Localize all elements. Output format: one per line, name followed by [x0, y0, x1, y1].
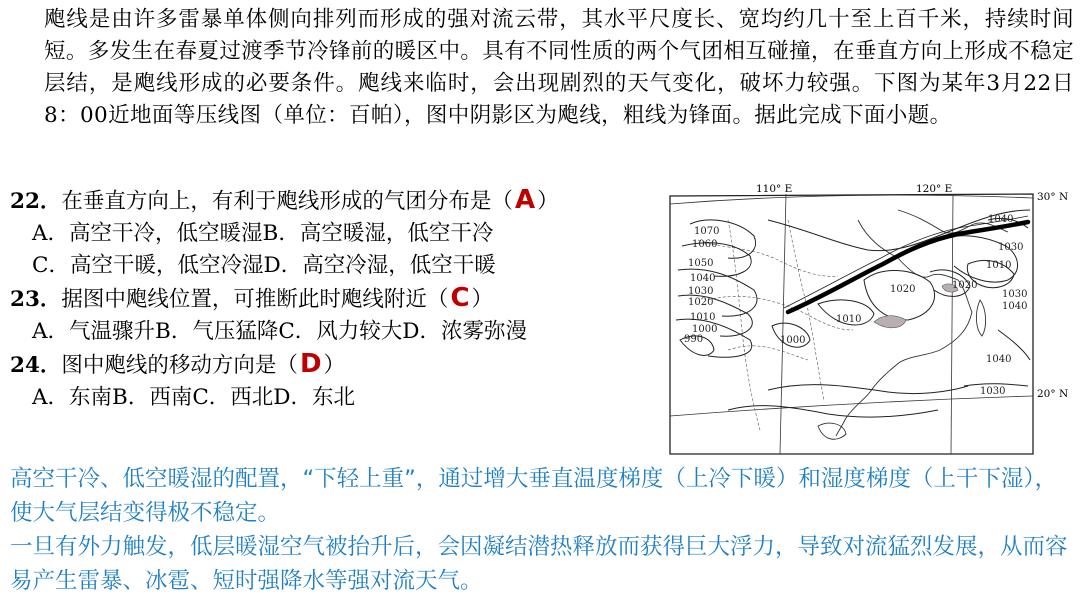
question-number: 24．: [10, 353, 62, 378]
answer-mark: C: [450, 283, 470, 313]
intro-paragraph: 飑线是由许多雷暴单体侧向排列而形成的强对流云带，其水平尺度长、宽均约几十至上百千米，持续时间短。多发生在春夏过渡季节冷锋前的暖区中。具有不同性质的两个气团相互碰撞，在垂直方向上形成不稳定层结，是飑线形成的必要条件。飑线来临时，会出现剧烈的天气变化，破坏力较强。下图为某年3月22日8：00近地面等压线图（单位：百帕），图中阴影区为飑线，粗线为锋面。据此完成下面小题。: [44, 7, 1074, 128]
question-close: ）: [537, 189, 559, 214]
parallel-30: [670, 195, 1033, 204]
question-text: 在垂直方向上，有利于飑线形成的气团分布是（: [61, 189, 513, 214]
isobar-label: 1070: [694, 226, 720, 237]
squall-line-shade: [874, 316, 906, 328]
isobar-label: 1020: [952, 280, 978, 291]
explanation-paragraph: 高空干冷、低空暖湿的配置，“下轻上重”，通过增大垂直温度梯度（上冷下暖）和湿度梯度（上干下湿），使大气层结变得极不稳定。: [10, 466, 1058, 526]
question-number: 22．: [10, 189, 62, 214]
question-number: 23．: [10, 287, 62, 312]
isobar-label: 1010: [986, 260, 1012, 271]
isobar-label: 1060: [692, 239, 718, 250]
question-22-options-line-2: C．高空干暖，低空冷湿D．高空冷湿，低空干暖: [32, 253, 496, 278]
isobar-label: 1000: [780, 335, 806, 346]
isobar-labels: [684, 214, 1027, 397]
explanation-paragraph: 一旦有外力触发，低层暖湿空气被抬升后，会因凝结潜热释放而获得巨大浮力，导致对流猛烈发展，从而容易产生雷暴、冰雹、短时强降水等强对流天气。: [10, 534, 1068, 594]
isobar-label: 1030: [980, 386, 1006, 397]
lat-label-30: 30° N: [1037, 191, 1069, 203]
question-24-stem: [10, 348, 670, 382]
isobar-label: 1010: [690, 312, 716, 323]
isobar-label: 1040: [1002, 301, 1028, 312]
question-23-stem: [10, 282, 670, 316]
answer-mark: D: [299, 349, 322, 379]
question-22-stem: [10, 184, 670, 218]
intro-passage: [10, 4, 1074, 132]
meridian-110: [780, 194, 786, 454]
question-text: 据图中飑线位置，可推断此时飑线附近（: [61, 287, 449, 312]
isobar-map: [668, 180, 1078, 458]
taiwan-island: [976, 300, 985, 336]
question-24-options-line: A．东南B．西南C．西北D．东北: [32, 385, 356, 410]
question-close: ）: [471, 287, 494, 312]
question-close: ）: [323, 353, 346, 378]
isobar-label: 1040: [988, 214, 1014, 225]
isobar-label: 1030: [998, 242, 1024, 253]
question-23-options-line: A．气温骤升B．气压猛降C．风力较大D．浓雾弥漫: [32, 319, 528, 344]
isobar-label: 1010: [836, 314, 862, 325]
answer-explanation: [10, 462, 1076, 598]
isobar-label: 1030: [1002, 289, 1028, 300]
parallel-20: [670, 396, 1033, 416]
isobar-label: 1020: [688, 297, 714, 308]
isobar-label: 1040: [986, 354, 1012, 365]
answer-mark: A: [514, 185, 536, 215]
question-text: 图中飑线的移动方向是（: [61, 353, 298, 378]
question-block: [10, 184, 670, 414]
lon-label-120: 120° E: [916, 183, 953, 195]
isobar-label: 990: [684, 334, 704, 345]
isobar-label: 1020: [890, 284, 916, 295]
question-22-options-line-1: A．高空干冷，低空暖湿B．高空暖湿，低空干冷: [32, 221, 494, 246]
lat-label-20: 20° N: [1037, 388, 1069, 400]
isobar-label: 1000: [692, 324, 718, 335]
isobar-label: 1030: [688, 286, 714, 297]
isobar-label: 1050: [688, 258, 714, 269]
lon-label-110: 110° E: [756, 183, 793, 195]
isobar-label: 1040: [690, 273, 716, 284]
